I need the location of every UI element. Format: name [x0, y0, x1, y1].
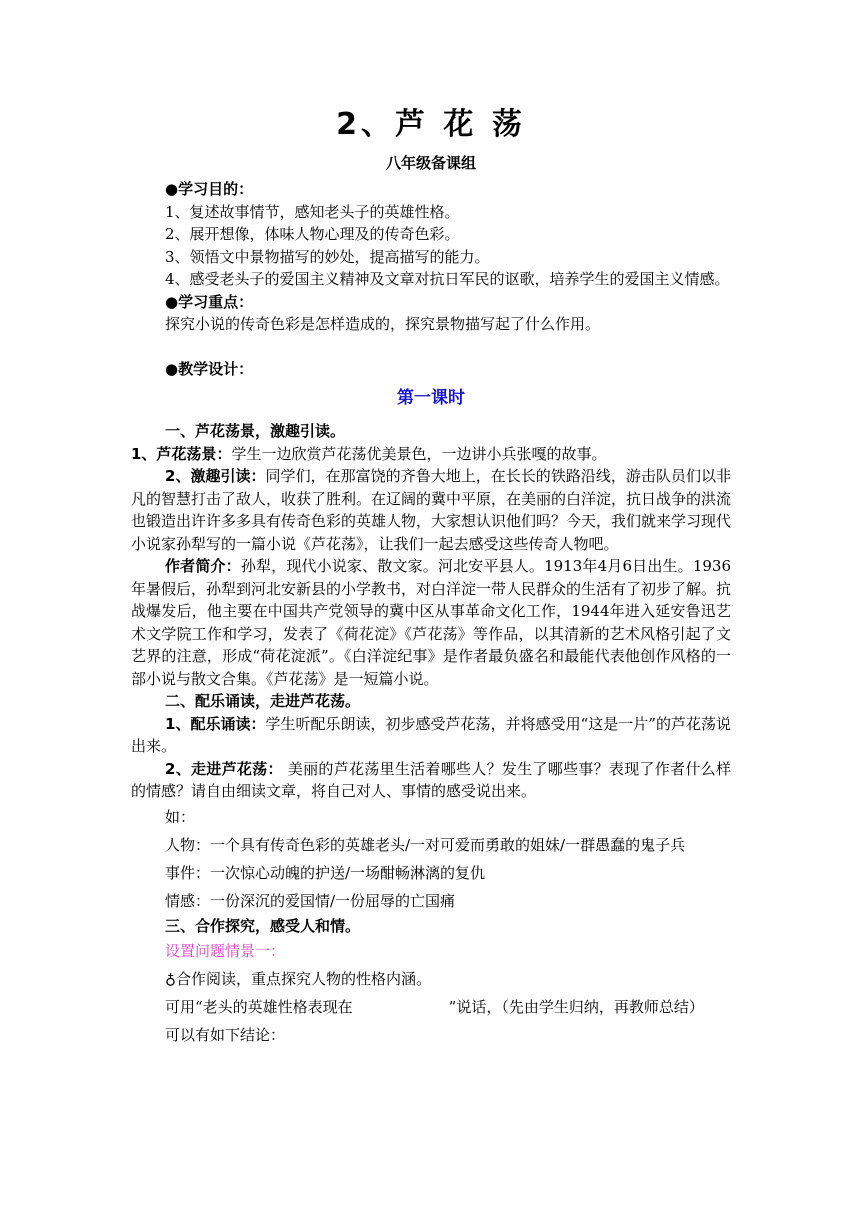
example-label: 如：	[165, 807, 196, 826]
spacer	[131, 336, 731, 358]
author-intro-label: 作者简介：	[165, 557, 241, 575]
section-1-item-1	[131, 443, 731, 466]
section-2-item-1	[131, 713, 731, 758]
example-people: 人物：一个具有传奇色彩的英雄老头/一对可爱而勇敢的姐妹/一群愚蠢的鬼子兵	[165, 835, 686, 854]
document-title: 2、芦 花 荡	[336, 107, 526, 142]
objective-item-1: 1、复述故事情节，感知老头子的英雄性格。	[165, 202, 460, 221]
section-2-item-2-label: 2、走进芦花荡：	[165, 759, 283, 778]
speaking-prompt-end: ”说话，（先由学生归纳，再教师总结）	[448, 998, 704, 1016]
section-2-item-2-text: 美丽的芦花荡里生活着哪些人？发生了哪些事？表现了作者什么样的情感？请自由细读文章，将自己对人、事情的感受说出来。	[131, 759, 731, 800]
lesson-title: 第一课时	[397, 388, 465, 408]
key-points-text: 探究小说的传奇色彩是怎样造成的，探究景物描写起了什么作用。	[165, 315, 601, 333]
document-body	[131, 178, 731, 1049]
section-2-item-1-label: 1、配乐诵读：	[165, 714, 266, 733]
section-1-item-2-label: 2、激趣引读：	[165, 467, 266, 485]
section-1-item-1-label: 1、芦花荡景：	[131, 444, 232, 463]
example-events: 事件：一次惊心动魄的护送/一场酣畅淋漓的复仇	[165, 863, 486, 882]
objectives-heading: ●学习目的：	[165, 180, 254, 198]
design-heading: ●教学设计：	[165, 359, 254, 378]
objective-item-3: 3、领悟文中景物描写的妙处，提高描写的能力。	[165, 247, 490, 266]
section-1-item-2	[131, 465, 731, 555]
document-subtitle: 八年级备课组	[385, 154, 476, 172]
objective-item-2: 2、展开想像，体味人物心理及的传奇色彩。	[165, 225, 460, 243]
conclusion-lead: 可以有如下结论：	[165, 1026, 286, 1044]
section-2-heading: 二、配乐诵读，走进芦花荡。	[165, 692, 361, 710]
scenario-label: 设置问题情景一：	[165, 942, 286, 960]
section-1-item-1-text: 学生一边欣赏芦花荡优美景色，一边讲小兵张嘎的故事。	[231, 444, 607, 463]
speaking-prompt	[131, 993, 731, 1021]
section-2-item-1-text: 学生听配乐朗读，初步感受芦花荡，并将感受用“这是一片”的芦花荡说出来。	[131, 714, 731, 755]
speaking-prompt-start: 可用“老头的英雄性格表现在	[165, 998, 353, 1016]
example-feelings: 情感：一份深沉的爱国情/一份屈辱的亡国痛	[165, 891, 456, 910]
author-intro-text: 孙犁，现代小说家、散文家。河北安平县人。1913年4月6日出生。1936年暑假后，孙犁到河北安新县的小学教书，对白洋淀一带人民群众的生活有了初步了解。抗战爆发后，他主要在中国共产党领导的冀中区从事革命文化工作，1944年进入延安鲁迅艺术文学院工作和学习，发表了《荷花淀》《芦花荡》等作品，以其清新的艺术风格引起了文艺界的注意，形成“荷花淀派”。《白洋淀纪事》是作者最负盛名和最能代表他创作风格的一部小说与散文合集。《芦花荡》是一短篇小说。	[131, 557, 732, 688]
key-points-heading: ●学习重点：	[165, 292, 254, 311]
section-1-item-2-text: 同学们，在那富饶的齐鲁大地上，在长长的铁路沿线，游击队员们以非凡的智慧打击了敌人，收获了胜利。在辽阔的冀中平原，在美丽的白洋淀，抗日战争的洪流也锻造出许许多多具有传奇色彩的英雄人物，大家想认识他们吗？今天，我们就来学习现代小说家孙犁写的一篇小说《芦花荡》，让我们一起去感受这些传奇人物吧。	[131, 467, 732, 553]
section-2-item-2	[131, 758, 731, 803]
objective-item-4: 4、感受老头子的爱国主义精神及文章对抗日军民的讴歌，培养学生的爱国主义情感。	[165, 270, 730, 288]
author-intro	[131, 555, 731, 690]
section-3-heading: 三、合作探究，感受人和情。	[165, 916, 361, 935]
section-1-heading: 一、芦花荡景，激趣引读。	[165, 422, 346, 440]
cooperative-reading: ♁合作阅读，重点探究人物的性格内涵。	[165, 970, 431, 988]
